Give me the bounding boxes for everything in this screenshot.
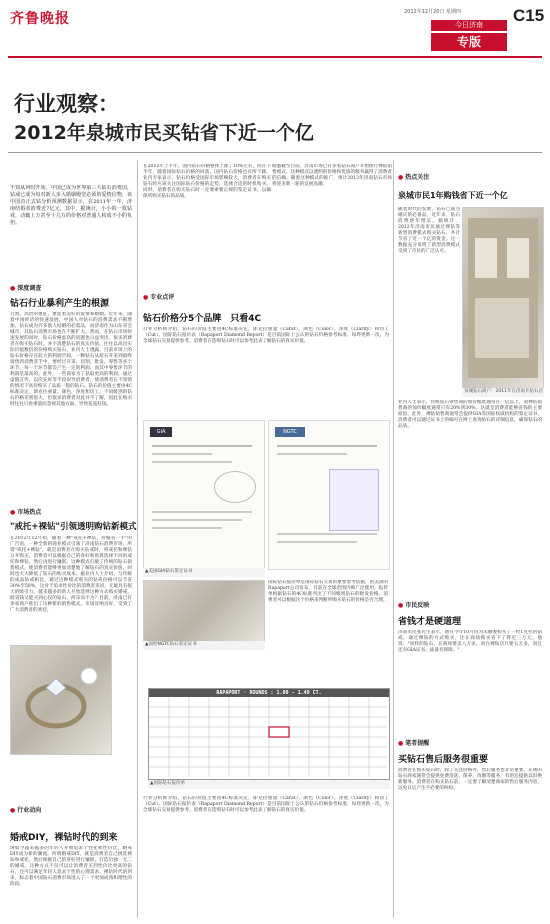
article-body-3: 现如今越来越多的年轻人开始追求个性化和性价比，婚戒DIY成为新的潮流。所谓婚戒DIY，就是消费者自己挑选裸钻和戒托，然后根据自己的喜好进行镶嵌，打造出独一无二的婚戒。这种方式不仅可以让消费者买到性价比更高的钻石，还可以满足年轻人追求个性的心理需求。裸钻时代的到来，标志着中国钻石消费市场进入了一个更加成熟和理性的阶段。 (10, 846, 132, 887)
rapaport-price-table: RAPAPORT · ROUNDS : 1.00 - 1.49 CT. (148, 688, 390, 780)
section-label-industry: ● 行业动向 (10, 805, 41, 814)
article-body-2: 在2012年12月初，随着一种"戒托+裸钻，价格省一半"的广告语，一种全新的商业模式引领了济南钻石消费市场。所谓"戒托+裸钻"，就是消费者在购买钻戒时，将戒托和裸钻分开购买，消费者可以根据自己的喜好和预算选择不同的戒托和裸钻，然后再进行镶嵌。这种模式打破了传统的钻石销售模式，使消费者能够更加清楚地了解钻石的真实价值，同时也大大降低了钻石的购买成本。据业内人士介绍，与传统的成品钻戒相比，通过这种模式购买的钻戒价格可以节省30%至50%，这对于追求性价比的消费者来说，无疑具有很大的吸引力。越来越多的新人开始选择这种方式购买婚戒，既省钱又能买到心仪的钻石，何乐而不为？目前，济南已有多家商户推出了这种新的销售模式，市场反响良好，受到了广大消费者的欢迎。 (10, 536, 132, 613)
section-label-reaction: ● 市民反映 (398, 600, 429, 609)
section-label-market: ● 市场热点 (10, 507, 41, 516)
section-label-deep: ● 深度调查 (10, 283, 41, 292)
section-label-pro: ● 专业点评 (143, 292, 174, 301)
article-body-c1-cont: 业内人士表示，传统钻石零售商的加价幅度通常在一倍以上，而裸钻销售商的加价幅度通常只有20%到30%，这就是消费者能够省钱的主要原因。此外，裸钻销售商通常会提供GIA等国际权威机构的鉴定证书，消费者可以通过证书上的编号在网上查询钻石的详细信息，确保钻石的品质。 (398, 400, 542, 429)
ring-photo (10, 645, 112, 755)
article-body-b2: 行业分析师介绍，钻石的价值主要由4C标准决定，即克拉重量（Carat）、颜色（Color）、净度（Clarity）和切工（Cut）。国际钻石报价表（Rapaport Diamond Report）是目前国际上公认的钻石价格参考标准，每周更新一次，为全球钻石交易提供参考。消费者在选购钻石时可以参考此表了解钻石的真实价值。 (143, 796, 389, 813)
article-body-c1: 随着时代的发展，钻石已成为婚庆的必备品，近年来，钻石消费逐年增长。据统计，2012年济南市民通过裸钻等新型消费模式购买钻石，共计节省了近一个亿的资金。这一数据充分说明了新型消费模式受到了市民的广泛认可。 (398, 207, 460, 254)
article-body-c2: 济南市民张先生表示，他在今年10月份为未婚妻购买了一枚1克拉的钻戒，通过裸钻的方式购买，比在商场购买省下了将近三万元。他说："同样的钻石，在商场要卖八万多，而在裸钻店只要五万多，而且还有GIA证书，质量有保障。" (398, 630, 542, 653)
section-tag-main: 专版 (431, 33, 507, 51)
article-title-2: "戒托+裸钻"引领透明购钻新模式 (10, 522, 137, 532)
header-divider (8, 56, 542, 58)
article-title-c2: 省钱才是硬道理 (398, 617, 462, 627)
ngtc-logo-icon: NGTC (275, 427, 305, 437)
ngtc-certificate-image (268, 420, 390, 570)
article-title-1: 钻石行业暴利产生的根源 (10, 299, 110, 309)
caption-rapaport: ▲国际钻石报价单 (148, 780, 390, 789)
headline-divider (8, 152, 542, 153)
section-label-shop: ● 笔者提醒 (398, 738, 429, 747)
article-body-col2-top: 在2012年上半年，国内钻石价格整体上涨了10%左右，而在下半年，随着国际钻石价格的回落，国内钻石价格也有所下降。业内专家表示，钻石价格受国际市场影响较大，消费者在购买钻石时应该关注国际钻石价格的走势，选择合适的时机购买。同时，消费者在购买钻石时一定要索要正规的鉴定证书，以确保所购买钻石的品质。 (143, 164, 271, 199)
article-body-b1-cont: 国际钻石报价单是国际钻石交易的重要参考依据，由美国的Rapaport公司发布，目前在全球范围内被广泛使用。报价单根据钻石的4C标准列出了不同级别钻石的批发价格，消费者可以根据这个价格来判断所购买钻石的价格是否合理。 (268, 580, 388, 603)
caption-ngtc: ▲国检NGTC钻石鉴定证书 (143, 641, 265, 650)
gia-certificate-image (143, 420, 265, 570)
caption-store: 泉城钻石商户：2011年在济南开钻石店 (462, 388, 544, 397)
article-body-c3: 消费者在购买钻石时，除了关注价格外，售后服务也非常重要。正规的钻石商家通常会提供免费清洗、保养、改圈等服务，有的还提供以旧换新服务。消费者在购买钻石前，一定要了解清楚商家的售后服务内容，以免日后产生不必要的纠纷。 (398, 768, 542, 791)
article-title-b1: 钻石价格分5个品牌 只看4C (143, 314, 262, 324)
rapaport-subtitle: ROUNDS : 1.00 - 1.49 CT. (249, 690, 322, 696)
column-divider-2 (393, 160, 394, 918)
article-title-c3: 买钻石售后服务很重要 (398, 755, 489, 765)
article-body-1: 自然、高贵的象征，象征着美好的爱情和婚姻。近年来，随着中国经济的快速发展，中国人对钻石的消费需求不断增加，钻石成为许多新人结婚的必需品，而济南作为山东省会城市，其钻石消费市场也在不断扩大。然而，在钻石市场快速发展的同时，钻石价格虚高的问题也日益突出。很多消费者在购买钻石时，并不清楚钻石的真实价值，往往以高出实际价值数倍的价格购买钻石，业内人士透露，目前市场上的钻石价格存在较大的利润空间，一颗钻石从原石开采到最终销售到消费者手中，要经过开采、切割、批发、零售等多个环节，每一个环节都会产生一定的利润，而其中零售环节的利润是最高的。此外，一些商家为了获取更高的利润，通过虚假宣传、以次充好等手段误导消费者，使消费者在不知情的情况下高价购买了品质一般的钻石。钻石的价值主要由4C标准决定，即克拉重量、颜色、净度和切工。不同级别的钻石价格差别很大，但很多消费者对此并不了解，因此在购买时往往只看重量而忽视其他方面，导致花冤枉钱。 (10, 312, 132, 407)
article-body-col2b-top: 据悉截至目前，济南市场已有多家钻石商户开始推行裸钻销售模式，这种模式以透明的价格和优质的服务赢得了消费者的信赖。随着这种模式的推广，预计2013年济南钻石市场将迎来新一轮的发展高潮。 (272, 164, 392, 187)
ngtc-certificate-photo (143, 580, 265, 642)
page-number: C15 (513, 6, 545, 25)
article-body-b1: 行业分析师介绍，钻石的价值主要由4C标准决定，即克拉重量（Carat）、颜色（Color）、净度（Clarity）和切工（Cut）。国际钻石报价表（Rapaport Diamond Report）是目前国际上公认的钻石价格参考标准，每周更新一次，为全球钻石交易提供参考。消费者在选购钻石时可以参考此表了解钻石的真实价值。 (143, 327, 389, 344)
column-divider-1 (137, 160, 138, 918)
store-photo (462, 207, 544, 389)
rapaport-grid (149, 697, 387, 777)
article-title-c1: 泉城市民1年购钱省下近一个亿 (398, 191, 508, 200)
article-title-3: 婚戒DIY，裸钻时代的到来 (10, 833, 118, 843)
issue-date: 2012年12月20日 星期四 (404, 9, 462, 15)
intro-text: 不知从何时开始，中国已成为世界第三大钻石消费国，钻戒已成为每对新人步入婚姻殿堂必须的爱情信物，该中国首正式钻分析预测数据显示，在2011年一年，济南结婚者消费近7亿元，其中，据统计，小小的一枚钻戒，动辄上万甚至十几万的价格对普通人构成不小的负担。 (10, 185, 132, 226)
headline-line2: 2012年泉城市民买钻省下近一个亿 (14, 122, 314, 144)
newspaper-logo: 齐鲁晚报 (10, 11, 70, 27)
ring-icon (11, 646, 111, 754)
rapaport-title: RAPAPORT (216, 690, 241, 696)
section-label-hot: ● 热点关注 (398, 172, 429, 181)
caption-gia: ▲美国GIA钻石鉴定证书 (143, 568, 265, 577)
section-tag-top: 今日济南 (431, 20, 507, 31)
gia-logo-icon: GIA (150, 427, 172, 437)
headline-line1: 行业观察： (14, 92, 119, 116)
